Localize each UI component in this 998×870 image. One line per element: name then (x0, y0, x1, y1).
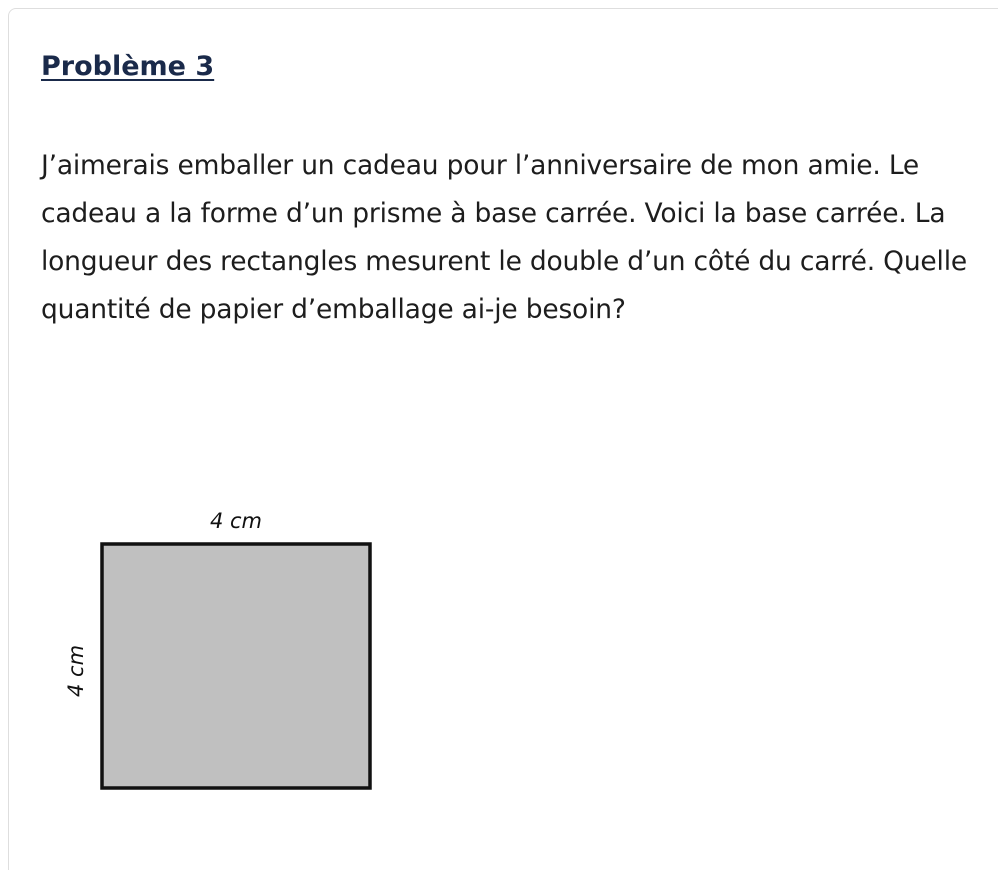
problem-statement: J’aimerais emballer un cadeau pour l’anniversaire de mon amie. Le cadeau a la forme d’un prisme à base carrée. Voici la base carrée. La longueur des rectangles mesurent le double d’un côté du carré. Quelle quantité de papier d’emballage ai-je besoin? (41, 150, 967, 325)
square-base-figure (50, 495, 390, 805)
square-base (102, 544, 370, 788)
square-base-diagram (50, 495, 390, 805)
top-side-label: 4 cm (209, 509, 263, 533)
problem-title: Problème 3 (41, 51, 215, 82)
left-side-label: 4 cm (64, 644, 88, 698)
